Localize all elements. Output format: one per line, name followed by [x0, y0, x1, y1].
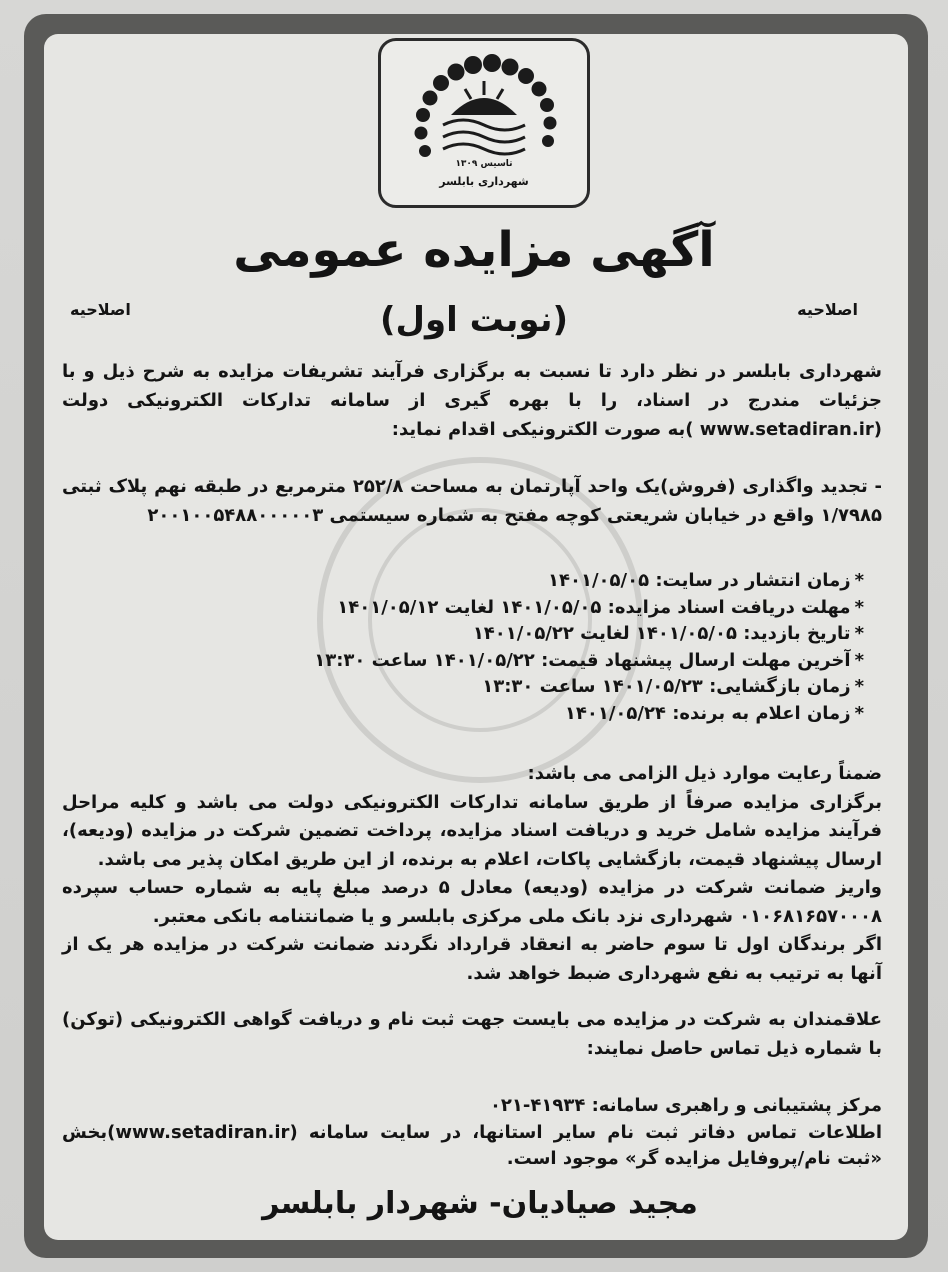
- date-publish: *زمان انتشار در سایت: ۱۴۰۱/۰۵/۰۵: [548, 570, 864, 591]
- support-section: [62, 1093, 882, 1173]
- notes-paragraph-3: اگر برندگان اول تا سوم حاضر به انعقاد قرارداد نگردند ضمانت شرکت در مزایده هر یک از آنها به ترتیب به نفع شهرداری ضبط خواهد شد.: [62, 934, 882, 984]
- interest-paragraph: علاقمندان به شرکت در مزایده می بایست جهت ثبت نام و دریافت گواهی الکترونیکی (توکن) با شماره ذیل تماس حاصل نمایند:: [62, 1009, 882, 1059]
- date-visit: *تاریخ بازدید: ۱۴۰۱/۰۵/۰۵ لغایت ۱۴۰۱/۰۵/۲۲: [472, 623, 864, 644]
- notes-section: [62, 760, 882, 988]
- logo-org-name: شهرداری بابلسر: [439, 175, 529, 188]
- ad-subtitle: (نوبت اول): [379, 300, 569, 340]
- support-line-1: مرکز پشتیبانی و راهبری سامانه: ۴۱۹۳۴-۰۲۱: [489, 1095, 882, 1116]
- logo-founded: تاسیس ۱۳۰۹: [455, 159, 513, 169]
- date-winner: *زمان اعلام به برنده: ۱۴۰۱/۰۵/۲۴: [564, 702, 864, 724]
- auction-item: - تجدید واگذاری (فروش)یک واحد آپارتمان به مساحت ۲۵۲/۸ مترمربع در طبقه نهم پلاک ثبتی ۱/۷۹۸۵ واقع در خیابان شریعتی کوچه مفتح به شماره سیستمی ۲۰۰۱۰۰۵۴۸۸۰۰۰۰۰۳: [62, 476, 882, 526]
- correction-label-right: اصلاحیه: [797, 300, 858, 319]
- date-opening: *زمان بازگشایی: ۱۴۰۱/۰۵/۲۳ ساعت ۱۳:۳۰: [482, 676, 864, 697]
- notes-heading: ضمناً رعایت موارد ذیل الزامی می باشد:: [527, 763, 882, 784]
- date-bid-deadline: *آخرین مهلت ارسال پیشنهاد قیمت: ۱۴۰۱/۰۵/۲۲ ساعت ۱۳:۳۰: [314, 649, 864, 671]
- support-line-2: اطلاعات تماس دفاتر ثبت نام سایر استانها، در سایت سامانه (www.setadiran.ir)بخش «ثبت نام/پروفایل مزایده گر» موجود است.: [62, 1121, 882, 1169]
- ad-title: آگهی مزایده عمومی: [233, 222, 715, 278]
- signature: مجید صیادیان- شهردار بابلسر: [262, 1186, 698, 1221]
- dates-list: [304, 568, 864, 727]
- correction-label-left: اصلاحیه: [70, 300, 131, 319]
- intro-paragraph: شهرداری بابلسر در نظر دارد تا نسبت به برگزاری فرآیند تشریفات مزایده به شرح ذیل و با جزئیات مندرج در اسناد، را با بهره گیری از سامانه تدارکات الکترونیکی دولت (www.setadiran.ir )به صورت الکترونیکی اقدام نماید:: [62, 361, 882, 440]
- notes-paragraph-1: برگزاری مزایده صرفاً از طریق سامانه تدارکات الکترونیکی دولت می باشد و کلیه مراحل فرآیند مزایده شامل خرید و دریافت اسناد مزایده، پرداخت تضمین شرکت در مزایده (ودیعه)، ارسال پیشنهاد قیمت، بازگشایی پاکات، اعلام به برنده، از این طریق امکان پذیر می باشد.: [62, 791, 882, 870]
- notes-paragraph-2: واریز ضمانت شرکت در مزایده (ودیعه) معادل ۵ درصد مبلغ پایه به شماره حساب سپرده ۰۱۰۶۸۱۶۵۷۰۰۰۸ شهرداری نزد بانک ملی مرکزی بابلسر و یا ضمانتنامه بانکی معتبر.: [62, 877, 882, 927]
- municipality-logo: [378, 38, 590, 208]
- date-docs-deadline: *مهلت دریافت اسناد مزایده: ۱۴۰۱/۰۵/۰۵ لغایت ۱۴۰۱/۰۵/۱۲: [337, 596, 864, 618]
